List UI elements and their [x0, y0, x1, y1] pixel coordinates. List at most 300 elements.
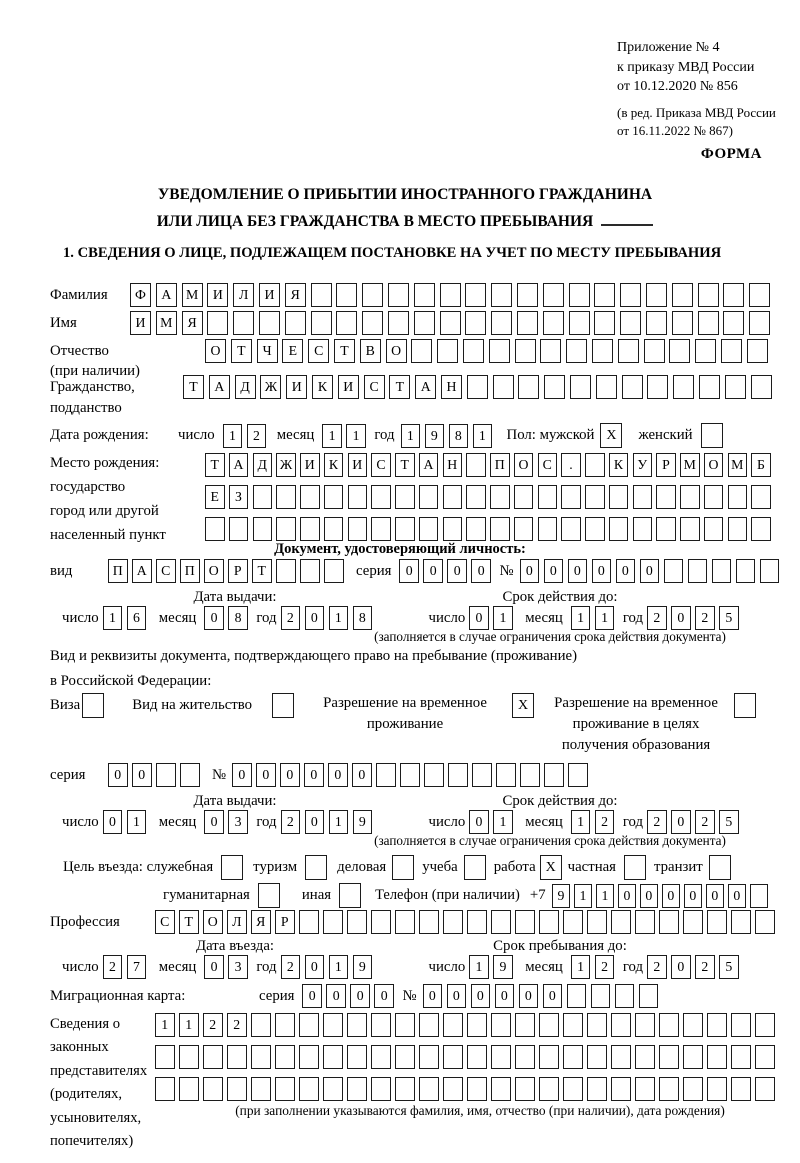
form-cell[interactable] [466, 485, 486, 509]
form-cell[interactable]: Л [227, 910, 247, 934]
form-cell[interactable]: З [229, 485, 249, 509]
form-cell[interactable] [563, 1013, 583, 1037]
form-cell[interactable] [348, 485, 368, 509]
form-cell[interactable]: 9 [493, 955, 513, 979]
form-cell[interactable]: 0 [728, 884, 747, 908]
form-cell[interactable] [611, 910, 631, 934]
form-cell[interactable]: 1 [155, 1013, 175, 1037]
form-cell[interactable]: М [156, 311, 177, 335]
form-cell[interactable] [496, 763, 516, 787]
form-cell[interactable] [539, 1013, 559, 1037]
form-cell[interactable]: 0 [305, 606, 325, 630]
form-cell[interactable] [411, 339, 432, 363]
form-cell[interactable] [723, 283, 744, 307]
form-cell[interactable] [731, 1045, 751, 1069]
form-cell[interactable] [299, 1045, 319, 1069]
form-cell[interactable]: 1 [103, 606, 123, 630]
form-cell[interactable] [414, 283, 435, 307]
form-cell[interactable] [347, 1013, 367, 1037]
form-cell[interactable]: К [609, 453, 629, 477]
form-cell[interactable] [570, 375, 591, 399]
form-cell[interactable]: 1 [493, 606, 513, 630]
temp-residence-checkbox[interactable]: X [512, 693, 534, 718]
form-cell[interactable]: Т [183, 375, 204, 399]
purpose-work-checkbox[interactable]: X [540, 855, 562, 880]
form-cell[interactable] [644, 339, 665, 363]
form-cell[interactable] [543, 311, 564, 335]
form-cell[interactable]: О [205, 339, 226, 363]
form-cell[interactable] [275, 1077, 295, 1101]
form-cell[interactable] [371, 485, 391, 509]
form-cell[interactable] [371, 1045, 391, 1069]
form-cell[interactable]: Е [205, 485, 225, 509]
form-cell[interactable]: Т [334, 339, 355, 363]
form-cell[interactable] [324, 517, 344, 541]
form-cell[interactable]: Ж [260, 375, 281, 399]
form-cell[interactable] [609, 485, 629, 509]
form-cell[interactable] [179, 1077, 199, 1101]
form-cell[interactable] [561, 485, 581, 509]
form-cell[interactable]: С [371, 453, 391, 477]
form-cell[interactable] [680, 485, 700, 509]
form-cell[interactable] [707, 1077, 727, 1101]
form-cell[interactable]: 2 [247, 424, 267, 448]
form-cell[interactable]: 0 [671, 955, 691, 979]
form-cell[interactable]: К [312, 375, 333, 399]
form-cell[interactable]: 5 [719, 606, 739, 630]
form-cell[interactable] [180, 763, 200, 787]
form-cell[interactable] [395, 485, 415, 509]
form-cell[interactable]: Я [182, 311, 203, 335]
form-cell[interactable]: 9 [353, 955, 373, 979]
form-cell[interactable] [646, 311, 667, 335]
form-cell[interactable]: 0 [568, 559, 588, 583]
form-cell[interactable]: 1 [329, 810, 349, 834]
form-cell[interactable] [539, 1045, 559, 1069]
form-cell[interactable]: А [132, 559, 152, 583]
form-cell[interactable] [388, 283, 409, 307]
form-cell[interactable]: 2 [595, 810, 615, 834]
form-cell[interactable] [672, 311, 693, 335]
form-cell[interactable]: 1 [571, 810, 591, 834]
form-cell[interactable]: 1 [596, 884, 615, 908]
form-cell[interactable] [395, 1013, 415, 1037]
form-cell[interactable] [336, 311, 357, 335]
form-cell[interactable] [633, 517, 653, 541]
form-cell[interactable] [611, 1013, 631, 1037]
form-cell[interactable]: Д [253, 453, 273, 477]
form-cell[interactable] [300, 559, 320, 583]
form-cell[interactable]: . [561, 453, 581, 477]
form-cell[interactable] [419, 910, 439, 934]
form-cell[interactable] [323, 1077, 343, 1101]
form-cell[interactable]: 0 [256, 763, 276, 787]
form-cell[interactable]: А [156, 283, 177, 307]
form-cell[interactable] [618, 339, 639, 363]
form-cell[interactable] [347, 910, 367, 934]
form-cell[interactable] [728, 485, 748, 509]
form-cell[interactable] [155, 1045, 175, 1069]
form-cell[interactable]: М [182, 283, 203, 307]
form-cell[interactable] [707, 1013, 727, 1037]
form-cell[interactable]: С [308, 339, 329, 363]
form-cell[interactable] [437, 339, 458, 363]
form-cell[interactable]: 1 [401, 424, 421, 448]
form-cell[interactable]: 1 [346, 424, 366, 448]
form-cell[interactable]: Н [441, 375, 462, 399]
form-cell[interactable] [620, 311, 641, 335]
form-cell[interactable]: 5 [719, 810, 739, 834]
form-cell[interactable]: 1 [469, 955, 489, 979]
form-cell[interactable] [203, 1045, 223, 1069]
form-cell[interactable]: 0 [204, 606, 224, 630]
form-cell[interactable] [472, 763, 492, 787]
form-cell[interactable] [672, 283, 693, 307]
form-cell[interactable] [448, 763, 468, 787]
form-cell[interactable]: П [180, 559, 200, 583]
form-cell[interactable]: 0 [352, 763, 372, 787]
form-cell[interactable] [755, 1045, 775, 1069]
form-cell[interactable] [751, 485, 771, 509]
form-cell[interactable] [323, 1013, 343, 1037]
form-cell[interactable]: 0 [280, 763, 300, 787]
form-cell[interactable] [362, 283, 383, 307]
form-cell[interactable] [259, 311, 280, 335]
form-cell[interactable]: У [633, 453, 653, 477]
form-cell[interactable] [491, 910, 511, 934]
form-cell[interactable] [467, 1045, 487, 1069]
form-cell[interactable]: Ж [276, 453, 296, 477]
form-cell[interactable] [362, 311, 383, 335]
form-cell[interactable] [591, 984, 611, 1008]
form-cell[interactable]: Т [395, 453, 415, 477]
form-cell[interactable] [704, 517, 724, 541]
form-cell[interactable] [594, 311, 615, 335]
form-cell[interactable]: 0 [469, 810, 489, 834]
form-cell[interactable]: И [300, 453, 320, 477]
form-cell[interactable]: О [386, 339, 407, 363]
form-cell[interactable] [491, 1077, 511, 1101]
form-cell[interactable] [704, 485, 724, 509]
form-cell[interactable]: Р [275, 910, 295, 934]
form-cell[interactable] [311, 311, 332, 335]
form-cell[interactable]: И [338, 375, 359, 399]
form-cell[interactable] [725, 375, 746, 399]
form-cell[interactable]: 2 [647, 606, 667, 630]
form-cell[interactable]: Б [751, 453, 771, 477]
form-cell[interactable]: Я [285, 283, 306, 307]
form-cell[interactable] [664, 559, 684, 583]
form-cell[interactable] [569, 283, 590, 307]
form-cell[interactable]: Т [179, 910, 199, 934]
form-cell[interactable] [347, 1045, 367, 1069]
form-cell[interactable] [275, 1013, 295, 1037]
form-cell[interactable] [539, 910, 559, 934]
form-cell[interactable]: 0 [350, 984, 370, 1008]
form-cell[interactable] [749, 283, 770, 307]
form-cell[interactable]: 3 [228, 955, 248, 979]
form-cell[interactable] [155, 1077, 175, 1101]
form-cell[interactable]: 0 [305, 810, 325, 834]
form-cell[interactable] [443, 517, 463, 541]
form-cell[interactable] [587, 910, 607, 934]
form-cell[interactable]: 0 [204, 810, 224, 834]
form-cell[interactable]: 0 [103, 810, 123, 834]
form-cell[interactable] [324, 485, 344, 509]
form-cell[interactable]: П [108, 559, 128, 583]
form-cell[interactable] [514, 517, 534, 541]
form-cell[interactable]: 2 [595, 955, 615, 979]
form-cell[interactable] [563, 1045, 583, 1069]
form-cell[interactable] [276, 485, 296, 509]
form-cell[interactable]: С [156, 559, 176, 583]
form-cell[interactable] [566, 339, 587, 363]
form-cell[interactable] [517, 283, 538, 307]
form-cell[interactable]: 2 [695, 606, 715, 630]
form-cell[interactable] [563, 910, 583, 934]
form-cell[interactable]: 0 [471, 984, 491, 1008]
form-cell[interactable]: 0 [399, 559, 419, 583]
form-cell[interactable] [587, 1077, 607, 1101]
form-cell[interactable]: 0 [616, 559, 636, 583]
form-cell[interactable] [253, 517, 273, 541]
form-cell[interactable] [587, 1013, 607, 1037]
form-cell[interactable]: 2 [281, 955, 301, 979]
form-cell[interactable] [539, 1077, 559, 1101]
form-cell[interactable] [300, 485, 320, 509]
form-cell[interactable]: 0 [328, 763, 348, 787]
form-cell[interactable] [419, 517, 439, 541]
form-cell[interactable] [467, 1013, 487, 1037]
form-cell[interactable]: И [286, 375, 307, 399]
form-cell[interactable]: 8 [353, 606, 373, 630]
form-cell[interactable] [544, 763, 564, 787]
form-cell[interactable]: 9 [552, 884, 571, 908]
form-cell[interactable] [520, 763, 540, 787]
form-cell[interactable] [440, 283, 461, 307]
form-cell[interactable]: Р [228, 559, 248, 583]
form-cell[interactable] [388, 311, 409, 335]
form-cell[interactable]: 1 [329, 955, 349, 979]
form-cell[interactable]: 9 [353, 810, 373, 834]
visa-checkbox[interactable] [82, 693, 104, 718]
form-cell[interactable]: В [360, 339, 381, 363]
form-cell[interactable]: 0 [519, 984, 539, 1008]
purpose-study-checkbox[interactable] [464, 855, 486, 880]
form-cell[interactable] [251, 1077, 271, 1101]
form-cell[interactable] [371, 910, 391, 934]
form-cell[interactable] [419, 1013, 439, 1037]
form-cell[interactable] [395, 910, 415, 934]
form-cell[interactable] [323, 910, 343, 934]
form-cell[interactable] [493, 375, 514, 399]
form-cell[interactable] [587, 1045, 607, 1069]
form-cell[interactable] [669, 339, 690, 363]
form-cell[interactable]: 0 [592, 559, 612, 583]
form-cell[interactable]: 0 [423, 559, 443, 583]
form-cell[interactable]: 0 [471, 559, 491, 583]
form-cell[interactable]: 2 [103, 955, 123, 979]
form-cell[interactable]: 1 [127, 810, 147, 834]
form-cell[interactable] [156, 763, 176, 787]
form-cell[interactable] [736, 559, 756, 583]
form-cell[interactable] [723, 311, 744, 335]
form-cell[interactable] [609, 517, 629, 541]
form-cell[interactable] [285, 311, 306, 335]
form-cell[interactable]: 0 [305, 955, 325, 979]
form-cell[interactable] [466, 453, 486, 477]
form-cell[interactable]: 0 [520, 559, 540, 583]
form-cell[interactable]: 0 [326, 984, 346, 1008]
form-cell[interactable]: И [130, 311, 151, 335]
form-cell[interactable] [400, 763, 420, 787]
form-cell[interactable] [540, 339, 561, 363]
form-cell[interactable] [348, 517, 368, 541]
form-cell[interactable] [275, 1045, 295, 1069]
form-cell[interactable]: И [348, 453, 368, 477]
form-cell[interactable]: 0 [447, 559, 467, 583]
form-cell[interactable] [276, 517, 296, 541]
form-cell[interactable] [419, 1045, 439, 1069]
form-cell[interactable]: 1 [223, 424, 243, 448]
form-cell[interactable]: 2 [227, 1013, 247, 1037]
form-cell[interactable] [463, 339, 484, 363]
form-cell[interactable]: 0 [544, 559, 564, 583]
form-cell[interactable]: 0 [374, 984, 394, 1008]
form-cell[interactable] [253, 485, 273, 509]
purpose-official-checkbox[interactable] [221, 855, 243, 880]
form-cell[interactable] [466, 517, 486, 541]
form-cell[interactable] [490, 517, 510, 541]
form-cell[interactable] [594, 283, 615, 307]
form-cell[interactable]: 0 [640, 559, 660, 583]
purpose-private-checkbox[interactable] [624, 855, 646, 880]
form-cell[interactable]: 1 [329, 606, 349, 630]
form-cell[interactable] [568, 763, 588, 787]
form-cell[interactable] [755, 1013, 775, 1037]
form-cell[interactable] [585, 453, 605, 477]
form-cell[interactable] [698, 283, 719, 307]
form-cell[interactable]: Д [235, 375, 256, 399]
form-cell[interactable]: М [728, 453, 748, 477]
form-cell[interactable] [465, 311, 486, 335]
form-cell[interactable]: 0 [204, 955, 224, 979]
form-cell[interactable] [376, 763, 396, 787]
form-cell[interactable] [639, 984, 659, 1008]
form-cell[interactable] [414, 311, 435, 335]
form-cell[interactable] [659, 1045, 679, 1069]
form-cell[interactable] [491, 1045, 511, 1069]
form-cell[interactable]: 0 [447, 984, 467, 1008]
form-cell[interactable] [491, 311, 512, 335]
form-cell[interactable] [276, 559, 296, 583]
form-cell[interactable] [299, 910, 319, 934]
sex-male-checkbox[interactable]: X [600, 423, 622, 448]
form-cell[interactable] [299, 1013, 319, 1037]
form-cell[interactable] [683, 1045, 703, 1069]
form-cell[interactable] [371, 517, 391, 541]
form-cell[interactable] [517, 311, 538, 335]
form-cell[interactable] [419, 485, 439, 509]
form-cell[interactable]: 1 [473, 424, 493, 448]
form-cell[interactable] [347, 1077, 367, 1101]
form-cell[interactable]: 5 [719, 955, 739, 979]
form-cell[interactable] [395, 517, 415, 541]
form-cell[interactable] [518, 375, 539, 399]
form-cell[interactable] [592, 339, 613, 363]
form-cell[interactable] [698, 311, 719, 335]
form-cell[interactable] [227, 1045, 247, 1069]
form-cell[interactable]: 1 [595, 606, 615, 630]
temp-residence-edu-checkbox[interactable] [734, 693, 756, 718]
form-cell[interactable]: 0 [469, 606, 489, 630]
form-cell[interactable]: 0 [132, 763, 152, 787]
form-cell[interactable]: Р [656, 453, 676, 477]
form-cell[interactable]: 2 [647, 955, 667, 979]
form-cell[interactable]: Е [282, 339, 303, 363]
form-cell[interactable] [544, 375, 565, 399]
form-cell[interactable] [750, 884, 769, 908]
form-cell[interactable] [395, 1045, 415, 1069]
form-cell[interactable] [659, 1013, 679, 1037]
form-cell[interactable] [323, 1045, 343, 1069]
form-cell[interactable] [688, 559, 708, 583]
form-cell[interactable] [635, 1045, 655, 1069]
form-cell[interactable]: Т [231, 339, 252, 363]
form-cell[interactable]: 0 [543, 984, 563, 1008]
form-cell[interactable] [251, 1013, 271, 1037]
form-cell[interactable]: О [514, 453, 534, 477]
form-cell[interactable]: Л [233, 283, 254, 307]
form-cell[interactable] [683, 1077, 703, 1101]
form-cell[interactable]: 0 [618, 884, 637, 908]
form-cell[interactable]: 3 [228, 810, 248, 834]
form-cell[interactable] [707, 910, 727, 934]
form-cell[interactable]: Т [252, 559, 272, 583]
form-cell[interactable]: А [229, 453, 249, 477]
form-cell[interactable] [491, 283, 512, 307]
form-cell[interactable]: А [415, 375, 436, 399]
purpose-business-checkbox[interactable] [392, 855, 414, 880]
form-cell[interactable] [467, 375, 488, 399]
form-cell[interactable] [233, 311, 254, 335]
form-cell[interactable]: О [204, 559, 224, 583]
form-cell[interactable]: Т [205, 453, 225, 477]
form-cell[interactable] [673, 375, 694, 399]
form-cell[interactable]: 2 [203, 1013, 223, 1037]
form-cell[interactable] [395, 1077, 415, 1101]
form-cell[interactable] [251, 1045, 271, 1069]
form-cell[interactable] [755, 1077, 775, 1101]
form-cell[interactable] [538, 485, 558, 509]
form-cell[interactable] [585, 517, 605, 541]
form-cell[interactable] [647, 375, 668, 399]
form-cell[interactable]: 1 [322, 424, 342, 448]
form-cell[interactable]: Н [443, 453, 463, 477]
purpose-humanitarian-checkbox[interactable] [258, 883, 280, 908]
form-cell[interactable] [489, 339, 510, 363]
form-cell[interactable] [443, 1077, 463, 1101]
form-cell[interactable] [747, 339, 768, 363]
form-cell[interactable]: 2 [281, 606, 301, 630]
form-cell[interactable] [731, 1013, 751, 1037]
form-cell[interactable] [659, 910, 679, 934]
form-cell[interactable]: 8 [228, 606, 248, 630]
form-cell[interactable]: 1 [493, 810, 513, 834]
form-cell[interactable] [419, 1077, 439, 1101]
form-cell[interactable] [465, 283, 486, 307]
form-cell[interactable] [749, 311, 770, 335]
